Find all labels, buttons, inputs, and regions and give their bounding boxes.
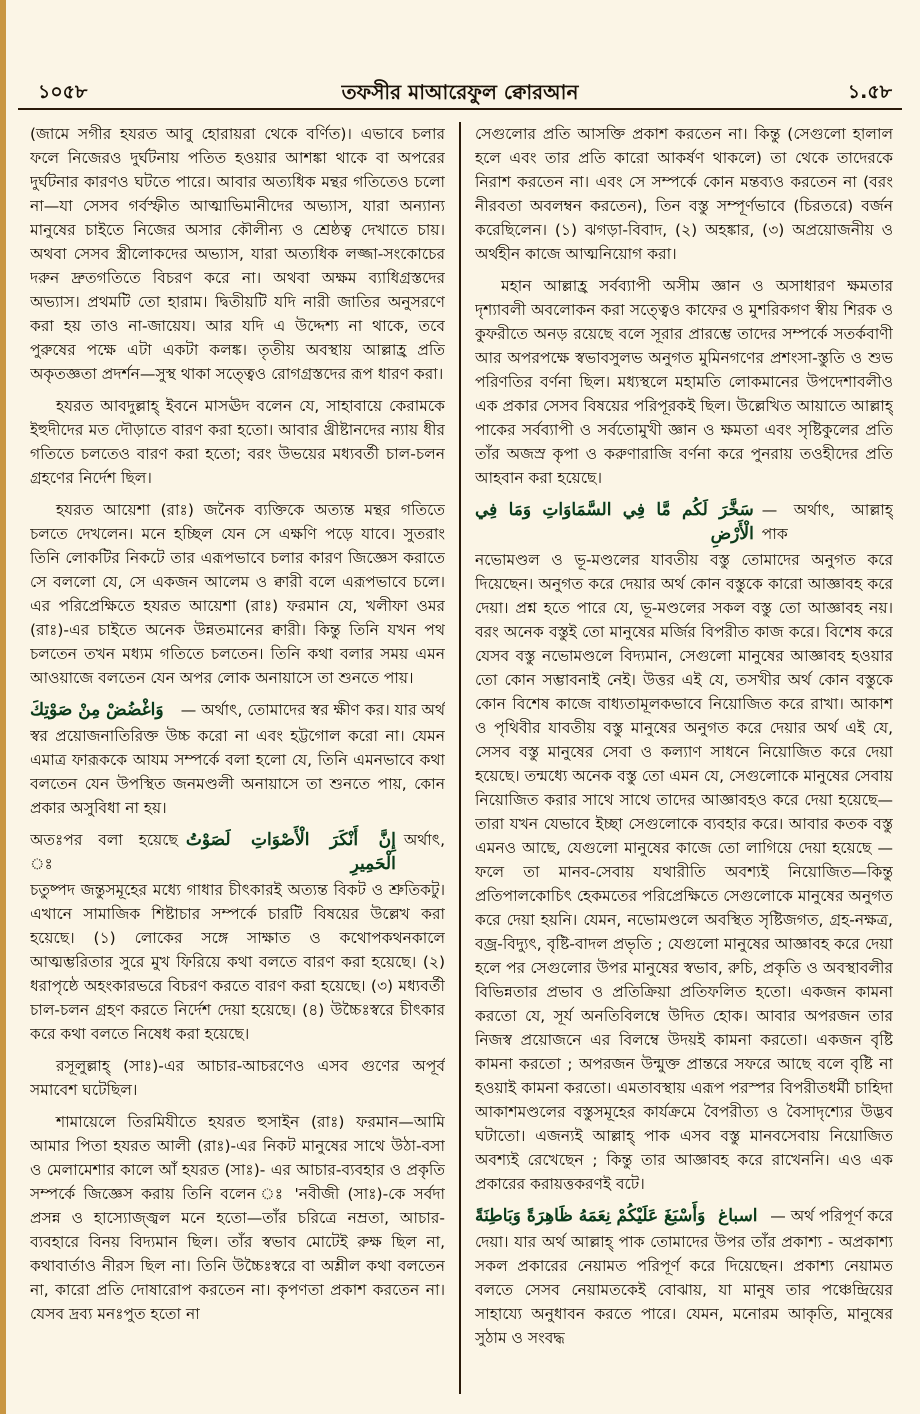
left-column [30, 122, 445, 1400]
paragraph: সেগুলোর প্রতি আসক্তি প্রকাশ করতেন না। কিন্তু (সেগুলো হালাল হলে এবং তার প্রতি কারো আকর্ষণ থাকলে) তা থেকে তাদেরকে নিরাশ করতেন না। এবং সে সম্পর্কে কোন মন্তব্যও করতেন না (বরং নীরবতা অবলম্বন করতেন), তিন বস্তু সম্পূর্ণভাবে (চিরতরে) বর্জন করেছিলেন। (১) ঝগড়া-বিবাদ, (২) অহঙ্কার, (৩) অপ্রয়োজনীয় ও অর্থহীন কাজে আত্মনিয়োগ করা। [475, 125, 893, 263]
verse-meaning-marker: অর্থাৎ, [403, 831, 445, 849]
page-header [18, 74, 902, 110]
book-title: তফসীর মাআরেফুল ক্বোরআন [341, 80, 579, 104]
arabic-term: اسباغ [718, 1206, 758, 1226]
arabic-verse: إِنَّ أَنْكَرَ الْأَصْوَاتِ لَصَوْتُ الْحَمِيرِ [185, 830, 396, 874]
arabic-verse: وَأَسْبَغَ عَلَيْكُمْ نِعَمَهُ ظَاهِرَةً وَبَاطِنَةً [475, 1206, 706, 1226]
paragraph: চতুষ্পদ জন্তুসমূহের মধ্যে গাধার চীৎকারই অত্যন্ত বিকট ও শ্রুতিকটু। এখানে সামাজিক শিষ্টাচার সম্পর্কে চারটি বিষয়ের উল্লেখ করা হয়েছে। (১) লোকের সঙ্গে সাক্ষাত ও কথোপকথনকালে আত্মম্ভরিতার সুরে মুখ ফিরিয়ে কথা বলতে বারণ করা হয়েছে। (২) ধরাপৃষ্ঠে অহংকারভরে বিচরণ করতে বারণ করা হয়েছে। (৩) মধ্যবর্তী চাল-চলন গ্রহণ করতে নির্দেশ দেয়া হয়েছে। (৪) উচ্চৈঃস্বরে চীৎকার করে কথা বলতে নিষেধ করা হয়েছে। [30, 881, 445, 1043]
paragraph: মহান আল্লাহ্র সর্বব্যাপী অসীম জ্ঞান ও অসাধারণ ক্ষমতার দৃশ্যাবলী অবলোকন করা সত্ত্বেও কাফের ও মুশরিকগণ স্বীয় শিরক ও কুফরীতে অনড় রয়েছে বলে সূরার প্রারম্ভে তাদের সম্পর্কে সতর্কবাণী আর অপরপক্ষে স্বভাবসুলভ অনুগত মুমিনগণের প্রশংসা-স্তুতি ও শুভ পরিণতির বর্ণনা ছিল। মধ্যস্থলে মহামতি লোকমানের উপদেশাবলীও এক প্রকার সেসব বিষয়ের পরিপূরকই ছিল। উল্লেখিত আয়াতে আল্লাহ্ পাকের সর্বব্যাপী ও সর্বতোমুখী জ্ঞান ও ক্ষমতা এবং সৃষ্টিকুলের প্রতি তাঁর অজস্র কৃপা ও করুণারাজি বর্ণনা করে পুনরায় তওহীদের প্রতি আহবান করা হয়েছে। [475, 277, 893, 487]
paragraph: নভোমণ্ডল ও ভূ-মণ্ডলের যাবতীয় বস্তু তোমাদের অনুগত করে দিয়েছেন। অনুগত করে দেয়ার অর্থ কোন বস্তুকে কারো আজ্ঞাবহ করে দেয়া। প্রশ্ন হতে পারে যে, ভূ-মণ্ডলের সকল বস্তু তো আজ্ঞাবহ নয়। বরং অনেক বস্তুই তো মানুষের মর্জির বিপরীত কাজ করে। বিশেষ করে যেসব বস্তু নভোমণ্ডলে বিদ্যমান, সেগুলো মানুষের আজ্ঞাবহ হওয়ার তো কোন সম্ভাবনাই নেই। উত্তর এই যে, তসখীর অর্থ কোন বস্তুকে কোন বিশেষ কাজে বাধ্যতামূলকভাবে নিয়োজিত করে রাখা। আকাশ ও পৃথিবীর যাবতীয় বস্তু মানুষের অনুগত করে দেয়ার অর্থ এই যে, সেসব বস্তু মানুষের সেবা ও কল্যাণ সাধনে নিয়োজিত করে দেয়া হয়েছে। তন্মধ্যে অনেক বস্তু তো এমন যে, সেগুলোকে মানুষের সেবায় নিয়োজিত করার সাথে সাথে তাদের আজ্ঞাবহও করে দেয়া হয়েছে—তারা যখন যেভাবে ইচ্ছা সেগুলোকে ব্যবহার করে। আবার কতক বস্তু এমনও আছে, যেগুলো মানুষের কাজে তো লাগিয়ে দেয়া হয়েছে —ফলে তা মানব-সেবায় যথারীতি অবশ্যই নিয়োজিত—কিন্তু প্রতিপালকোচিৎ হেকমতের পরিপ্রেক্ষিতে সেগুলোকে মানুষের অনুগত করে দেয়া হয়নি। যেমন, নভোমণ্ডলে অবস্থিত সৃষ্টিজগত, গ্রহ-নক্ষত্র, বজ্র-বিদ্যুৎ, বৃষ্টি-বাদল প্রভৃতি ; যেগুলো মানুষের আজ্ঞাবহ করে দেয়া হলে পর সেগুলোর উপর মানুষের স্বভাব, রুচি, প্রকৃতি ও অবস্থাবলীর বিভিন্নতার প্রভাব ও প্রতিক্রিয়া প্রতিফলিত হতো। একজন কামনা করতো যে, সূর্য অনতিবিলম্বে উদিত হোক। আবার অপরজন তার নিজস্ব প্রয়োজনে এর বিলম্বে উদয়ই কামনা করতো। একজন বৃষ্টি কামনা করতো ; অপরজন উন্মুক্ত প্রান্তরে সফরে আছে বলে বৃষ্টি না হওয়াই কামনা করতো। এমতাবস্থায় এরূপ পরস্পর বিপরীতধর্মী চাহিদা আকাশমণ্ডলের বস্তুসমূহের কার্যক্রমে বৈপরীত্য ও বৈসাদৃশ্যের উদ্ভব ঘটাতো। এজন্যই আল্লাহ্ পাক এসব বস্তু মানবসেবায় নিয়োজিত অবশ্যই রেখেছেন ; কিন্তু তার আজ্ঞাবহ করে রাখেননি। এও এক প্রকারের করায়ত্তকরণই বটে। [475, 551, 893, 1193]
verse-line [30, 828, 445, 876]
paragraph: (জামে সগীর হযরত আবু হোরায়রা থেকে বর্ণিত)। এভাবে চলার ফলে নিজেরও দুর্ঘটনায় পতিত হওয়ার আশঙ্কা থাকে বা অপরের দুর্ঘটনার কারণও ঘটতে পারে। আবার অত্যধিক মন্থর গতিতেও চলো না—যা সেসব গর্বস্ফীত আত্মাভিমানীদের অভ্যাস, যারা অন্যান্য মানুষের চাইতে নিজের অসার কৌলীন্য ও শ্রেষ্ঠত্ব দেখাতে চায়। অথবা সেসব স্ত্রীলোকদের অভ্যাস, যারা অত্যধিক লজ্জা-সংকোচের দরুন দ্রুতগতিতে বিচরণ করে না। অথবা অক্ষম ব্যাধিগ্রস্তদের অভ্যাস। প্রথমটি তো হারাম। দ্বিতীয়টি যদি নারী জাতির অনুসরণে করা হয় তাও না-জায়েয। আর যদি এ উদ্দেশ্য না থাকে, তবে পুরুষের পক্ষে এটা একটা কলঙ্ক। তৃতীয় অবস্থায় আল্লাহ্র প্রতি অকৃতজ্ঞতা প্রদর্শন—সুস্থ থাকা সত্ত্বেও রোগগ্রস্তদের রূপ ধারণ করা। [30, 125, 445, 383]
verse-line [475, 498, 893, 546]
verse-line [475, 1204, 893, 1228]
verse-translation-lead: — অর্থাৎ, আল্লাহ্ পাক [761, 501, 893, 543]
verse-translation-lead: — অর্থ পরিপূর্ণ করে [770, 1207, 893, 1225]
verse-translation-lead: — অর্থাৎ, তোমাদের স্বর ক্ষীণ কর। যার অর্থ [180, 701, 445, 719]
paragraph: স্বর প্রয়োজনাতিরিক্ত উচ্চ করো না এবং হট্টগোল করো না। যেমন এমাত্র ফারূককে আযম সম্পর্কে বলা হলো যে, তিনি এমনভাবে কথা বলতেন যেন উপস্থিত জনমণ্ডলী অনায়াসে তা শুনতে পায়, কোন প্রকার অসুবিধা না হয়। [30, 727, 445, 817]
right-column [475, 122, 893, 1400]
paragraph: দেয়া। যার অর্থ আল্লাহ্ পাক তোমাদের উপর তাঁর প্রকাশ্য - অপ্রকাশ্য সকল প্রকারের নেয়ামত পরিপূর্ণ করে দিয়েছেন। প্রকাশ্য নেয়ামত বলতে সেসব নেয়ামতকেই বোঝায়, যা মানুষ তার পঞ্চেন্দ্রিয়ের সাহায্যে অনুধাবন করতে পারে। যেমন, মনোরম আকৃতি, মানুষের সুঠাম ও সংবদ্ধ [475, 1233, 893, 1347]
page-edge [0, 0, 6, 1414]
paragraph: রসূলুল্লাহ্ (সাঃ)-এর আচার-আচরণেও এসব গুণের অপূর্ব সমাবেশ ঘটেছিল। [30, 1057, 445, 1099]
verse-intro: অতঃপর বলা হয়েছে ঃ [30, 831, 178, 873]
arabic-verse: وَاغْضُضْ مِنْ صَوْتِكَ [30, 700, 164, 720]
column-divider [459, 122, 461, 1394]
page-number-bengali: ১০৫৮ [38, 81, 88, 103]
paragraph: শামায়েলে তিরমিযীতে হযরত হুসাইন (রাঃ) ফরমান—আমি আমার পিতা হযরত আলী (রাঃ)-এর নিকট মানুষের সাথে উঠা-বসা ও মেলামেশার কালে আঁ হযরত (সাঃ)- এর আচার-ব্যবহার ও প্রকৃতি সম্পর্কে জিজ্ঞেস করায় তিনি বলেন ঃ 'নবীজী (সাঃ)-কে সর্বদা প্রসন্ন ও হাস্যোজ্জ্বল মনে হতো—তাঁর চরিত্রে নম্রতা, আচার-ব্যবহারে বিনয় বিদ্যমান ছিল। তাঁর স্বভাব মোটেই রুক্ষ ছিল না, কথাবার্তাও নীরস ছিল না। তিনি উচ্চৈঃস্বরে বা অশ্লীল কথা বলতেন না, কারো প্রতি দোষারোপ করতেন না। কৃপণতা প্রকাশ করতেন না। যেসব দ্রব্য মনঃপুত হতো না [30, 1113, 445, 1323]
arabic-verse: سَخَّرَ لَكُم مَّا فِي السَّمَاوَاتِ وَمَا فِي الْأَرْضِ [475, 500, 754, 544]
header-rule [18, 108, 902, 110]
page-number-arabic-style: ১.৫৮ [847, 81, 892, 103]
paragraph: হযরত আয়েশা (রাঃ) জনৈক ব্যক্তিকে অত্যন্ত মন্থর গতিতে চলতে দেখলেন। মনে হচ্ছিল যেন সে এক্ষণি পড়ে যাবে। সুতরাং তিনি লোকটির নিকটে তার এরূপভাবে চলার কারণ জিজ্ঞেস করাতে সে বললো যে, সে একজন আলেম ও ক্বারী বলে এরূপভাবে চলে। এর পরিপ্রেক্ষিতে হযরত আয়েশা (রাঃ) ফরমান যে, খলীফা ওমর (রাঃ)-এর চাইতে অনেক উন্নতমানের ক্বারী। কিন্তু তিনি যখন পথ চলতেন তখন মধ্যম গতিতে চলতেন। তিনি কথা বলার সময় এমন আওয়াজে বলতেন যেন অপর লোক অনায়াসে তা শুনতে পায়। [30, 501, 445, 687]
paragraph: হযরত আবদুল্লাহ্ ইবনে মাসঊদ বলেন যে, সাহাবায়ে কেরামকে ইহুদীদের মত দৌড়াতে বারণ করা হতো। আবার খ্রীষ্টানদের ন্যায় ধীর গতিতে চলতেও বারণ করা হতো; বরং উভয়ের মধ্যবর্তী চাল-চলন গ্রহণের নির্দেশ ছিল। [30, 397, 445, 487]
verse-line [30, 698, 445, 722]
